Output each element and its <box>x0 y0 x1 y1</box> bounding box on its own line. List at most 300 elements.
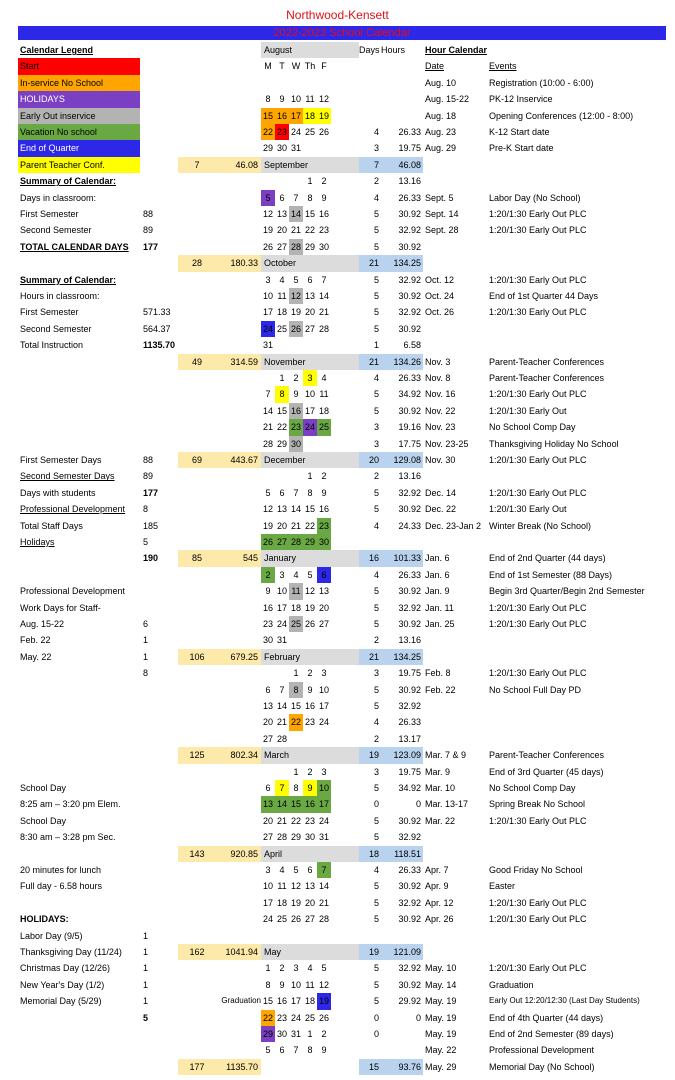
day-cell: 16 <box>304 701 315 711</box>
day-cell: 22 <box>304 225 315 236</box>
day-cell <box>275 1059 289 1075</box>
event-text: Good Friday No School <box>489 865 583 875</box>
day-cell: 2 <box>307 766 313 777</box>
hours-cell <box>381 58 423 74</box>
day-cell: 18 <box>276 307 287 318</box>
hours-cell: 121.09 <box>381 944 423 960</box>
count-cell: 1 <box>143 635 149 646</box>
cumulative-hours-cell <box>216 140 261 156</box>
count-cell <box>140 173 178 189</box>
event-date: Aug. 15-22 <box>425 94 470 105</box>
day-cell: 28 <box>318 914 329 925</box>
legend-cell: First Semester Days <box>20 455 102 465</box>
day-cell: 5 <box>293 865 299 875</box>
day-cell: 20 <box>262 815 273 826</box>
legend-cell: 8:30 am – 3:28 pm Sec. <box>20 832 116 843</box>
legend-cell <box>18 403 140 419</box>
day-cell: 19 <box>262 225 273 236</box>
cumulative-days-cell <box>178 862 216 878</box>
hours-cell: 101.33 <box>381 550 423 566</box>
cumulative-days-cell: 162 <box>178 944 216 960</box>
event-date: Aug. 29 <box>425 143 457 154</box>
cumulative-days-cell <box>178 534 216 550</box>
event-text: Professional Development <box>489 1045 595 1056</box>
hours-cell: 6.58 <box>403 340 421 351</box>
count-cell: 88 <box>143 455 154 465</box>
calendar-row <box>18 321 666 337</box>
hours-cell: 30.92 <box>398 291 421 301</box>
cumulative-hours-cell: 545 <box>216 550 261 566</box>
calendar-row <box>18 370 666 386</box>
event-date: Hour Calendar <box>425 45 487 55</box>
calendar-row <box>18 518 666 534</box>
cumulative-hours-cell: 1135.70 <box>216 1059 261 1075</box>
day-cell: 3 <box>321 668 327 679</box>
day-cell: 16 <box>318 504 329 515</box>
calendar-row <box>18 649 666 665</box>
day-cell: 14 <box>276 701 287 711</box>
calendar-row <box>18 91 666 107</box>
day-cell: 7 <box>293 1045 299 1056</box>
event-text: No School Comp Day <box>489 783 576 793</box>
hours-cell: 46.08 <box>381 157 423 173</box>
event-text <box>487 846 675 862</box>
day-cell <box>317 731 331 747</box>
days-cell: 2 <box>373 733 379 744</box>
cumulative-hours-cell <box>216 911 261 927</box>
days-cell: 5 <box>373 241 379 252</box>
cumulative-hours-cell <box>216 1042 261 1058</box>
day-cell: 16 <box>275 108 289 124</box>
cumulative-hours-cell: 679.25 <box>216 649 261 665</box>
event-text <box>487 157 675 173</box>
event-text <box>487 944 675 960</box>
day-cell: 24 <box>318 717 329 728</box>
event-text <box>487 42 675 58</box>
day-cell: 8 <box>307 1045 313 1056</box>
event-date: May. 14 <box>425 979 457 990</box>
event-text: 1:20/1:30 Early Out PLC <box>489 963 587 974</box>
calendar-row <box>18 386 666 402</box>
day-cell: 2 <box>321 1029 327 1039</box>
event-date: Dec. 14 <box>425 487 457 498</box>
day-cell: 11 <box>289 583 303 599</box>
days-cell: 5 <box>373 897 379 908</box>
count-cell <box>140 698 178 714</box>
days-cell: 4 <box>373 373 379 383</box>
count-cell: 1 <box>143 651 149 662</box>
days-cell: 5 <box>373 684 379 695</box>
count-cell: 190 <box>143 553 159 564</box>
event-date: Dec. 22 <box>425 504 457 515</box>
count-cell: 1135.70 <box>143 340 176 351</box>
days-cell: 4 <box>373 865 379 875</box>
count-cell <box>140 255 178 271</box>
day-cell: 16 <box>276 996 287 1007</box>
days-cell <box>359 1042 381 1058</box>
cumulative-days-cell <box>178 764 216 780</box>
cumulative-hours-cell <box>216 928 261 944</box>
event-date: May. 29 <box>425 1061 457 1072</box>
cumulative-hours-cell <box>216 173 261 189</box>
day-cell <box>303 436 317 452</box>
count-cell <box>140 780 178 796</box>
count-cell <box>140 714 178 730</box>
days-cell: 5 <box>373 323 379 334</box>
district-title: Northwood-Kensett <box>286 8 389 22</box>
cumulative-hours-cell <box>216 42 261 58</box>
day-cell <box>261 1059 275 1075</box>
hours-cell <box>381 91 423 107</box>
count-cell <box>140 895 178 911</box>
day-cell: 5 <box>265 1045 271 1056</box>
event-text: 1:20/1:30 Early Out PLC <box>489 487 587 498</box>
calendar-row <box>18 222 666 238</box>
count-cell: 8 <box>143 504 149 515</box>
hours-cell: 30.92 <box>398 914 421 925</box>
legend-cell: 20 minutes for lunch <box>20 865 102 875</box>
days-cell: 7 <box>359 157 381 173</box>
days-cell: Days <box>359 45 380 55</box>
hours-cell: 123.09 <box>381 747 423 763</box>
day-cell: 31 <box>290 1029 301 1039</box>
hours-cell <box>381 928 423 944</box>
calendar-row <box>18 58 666 74</box>
hours-cell: 32.92 <box>398 832 421 843</box>
day-cell: 20 <box>262 717 273 728</box>
event-date <box>423 239 487 255</box>
day-cell: 27 <box>262 733 273 744</box>
hours-cell: 13.16 <box>398 176 421 187</box>
count-cell <box>140 354 178 370</box>
event-date: Aug. 10 <box>425 77 457 88</box>
event-text: Registration (10:00 - 6:00) <box>489 77 594 88</box>
event-text: Winter Break (No School) <box>489 520 592 531</box>
day-cell: 26 <box>262 241 273 252</box>
day-cell: 5 <box>321 963 327 974</box>
hours-cell: 19.16 <box>398 422 421 433</box>
cumulative-days-cell <box>178 501 216 517</box>
event-date <box>423 255 487 271</box>
days-cell: 5 <box>373 209 379 219</box>
legend-cell <box>18 895 140 911</box>
day-cell: 27 <box>318 619 329 629</box>
day-cell: 4 <box>279 274 285 285</box>
hours-cell: 30.92 <box>398 979 421 990</box>
hours-cell: 32.92 <box>398 701 421 711</box>
count-cell <box>140 567 178 583</box>
day-cell: 29 <box>262 143 273 154</box>
calendar-row <box>18 665 666 681</box>
calendar-row <box>18 108 666 124</box>
day-cell: 2 <box>279 963 285 974</box>
legend-cell <box>18 1026 140 1042</box>
day-cell: 12 <box>290 881 301 892</box>
count-cell: 1 <box>143 963 149 974</box>
day-cell: 28 <box>262 438 273 449</box>
legend-cell: Days in classroom: <box>20 192 97 203</box>
event-date: Mar. 9 <box>425 766 451 777</box>
cumulative-days-cell <box>178 518 216 534</box>
event-date: Jan. 6 <box>425 553 450 564</box>
calendar-row <box>18 255 666 271</box>
count-cell <box>140 288 178 304</box>
day-cell: 10 <box>276 586 287 597</box>
day-cell: 23 <box>276 1012 287 1023</box>
event-date: May. 19 <box>425 1012 457 1023</box>
day-cell: 13 <box>276 209 287 219</box>
cumulative-hours-cell <box>216 534 261 550</box>
count-cell: 1 <box>143 947 149 957</box>
days-cell: 5 <box>373 963 379 974</box>
calendar-row <box>18 124 666 140</box>
calendar-row <box>18 616 666 632</box>
month-header: August <box>261 42 359 58</box>
day-cell: 6 <box>265 783 271 793</box>
day-cell: 29 <box>276 438 287 449</box>
hours-cell: 134.25 <box>381 255 423 271</box>
cumulative-days-cell: 7 <box>178 157 216 173</box>
hours-cell: 30.92 <box>398 815 421 826</box>
count-cell <box>140 140 178 156</box>
count-cell <box>140 813 178 829</box>
days-cell: 5 <box>373 291 379 301</box>
day-cell: 28 <box>289 534 303 550</box>
count-cell: 8 <box>143 668 149 679</box>
day-cell: 6 <box>279 1045 285 1056</box>
day-cell <box>275 337 289 353</box>
day-cell: 1 <box>265 963 271 974</box>
legend-cell: Days with students <box>20 487 96 498</box>
day-cell: 26 <box>318 127 329 137</box>
day-cell: 21 <box>290 225 301 236</box>
month-header: January <box>261 550 359 566</box>
legend-cell: Christmas Day (12/26) <box>20 963 111 974</box>
hours-cell: 30.92 <box>398 619 421 629</box>
days-cell <box>359 534 381 550</box>
calendar-row <box>18 140 666 156</box>
day-cell: 15 <box>262 996 273 1007</box>
cumulative-days-cell: 125 <box>178 747 216 763</box>
cumulative-hours-cell <box>216 616 261 632</box>
count-cell <box>140 1026 178 1042</box>
day-cell: 12 <box>304 586 315 597</box>
legend-cell: 8:25 am – 3:20 pm Elem. <box>20 799 121 810</box>
count-cell <box>140 91 178 107</box>
count-cell: 1 <box>143 996 149 1007</box>
legend-cell: Calendar Legend <box>20 45 94 55</box>
days-cell: 16 <box>359 550 381 566</box>
day-cell: 27 <box>304 323 315 334</box>
calendar-row <box>18 436 666 452</box>
day-cell: 7 <box>293 487 299 498</box>
calendar-row <box>18 698 666 714</box>
days-cell: 19 <box>359 747 381 763</box>
cumulative-days-cell <box>178 895 216 911</box>
day-cell: 31 <box>290 143 301 154</box>
day-cell: 9 <box>321 1045 327 1056</box>
hours-cell <box>381 534 423 550</box>
day-cell: 1 <box>279 373 285 383</box>
cumulative-hours-cell: 314.59 <box>216 354 261 370</box>
day-cell: 22 <box>261 1010 275 1026</box>
legend-cell: Professional Development <box>20 504 126 515</box>
days-cell: 21 <box>359 255 381 271</box>
cumulative-days-cell <box>178 288 216 304</box>
event-date: Nov. 8 <box>425 373 451 383</box>
day-cell: 1 <box>307 471 313 482</box>
cumulative-hours-cell <box>216 600 261 616</box>
event-text <box>487 714 675 730</box>
legend-cell <box>18 1059 140 1075</box>
day-cell: 15 <box>261 108 275 124</box>
event-date <box>423 829 487 845</box>
day-cell: 6 <box>317 567 331 583</box>
day-cell: 27 <box>304 914 315 925</box>
calendar-row <box>18 354 666 370</box>
hours-cell: 19.75 <box>398 668 421 679</box>
day-cell: 26 <box>289 321 303 337</box>
month-header: May <box>261 944 359 960</box>
hours-cell: 30.92 <box>398 405 421 416</box>
event-date <box>423 468 487 484</box>
calendar-row <box>18 304 666 320</box>
count-cell: 185 <box>143 520 159 531</box>
day-cell: 11 <box>277 881 287 892</box>
days-cell: 5 <box>373 274 379 285</box>
cumulative-hours-cell <box>216 829 261 845</box>
legend-cell: In-service No School <box>18 75 140 91</box>
legend-cell <box>18 419 140 435</box>
day-cell: 17 <box>262 897 273 908</box>
day-cell: 17 <box>276 602 287 613</box>
event-date <box>423 321 487 337</box>
hours-cell: 19.75 <box>398 143 421 154</box>
count-cell <box>140 747 178 763</box>
day-cell: 12 <box>262 209 273 219</box>
hours-cell: 0 <box>415 799 421 810</box>
day-cell: 15 <box>304 209 315 219</box>
count-cell <box>140 124 178 140</box>
day-cell <box>317 632 331 648</box>
day-cell <box>303 75 317 91</box>
day-cell: 16 <box>318 209 329 219</box>
event-text: Spring Break No School <box>489 799 586 810</box>
event-date <box>423 534 487 550</box>
event-text: K-12 Start date <box>489 127 550 137</box>
count-cell: 5 <box>143 1012 149 1023</box>
cumulative-days-cell <box>178 190 216 206</box>
calendar-row <box>18 731 666 747</box>
day-cell <box>275 468 289 484</box>
calendar-title-bar: 2022-2023 School Calendar <box>18 26 666 40</box>
count-cell <box>140 583 178 599</box>
cumulative-hours-cell: 1041.94 <box>216 944 261 960</box>
event-text: 1:20/1:30 Early Out PLC <box>489 389 587 400</box>
event-text: No School Full Day PD <box>489 684 582 695</box>
cumulative-hours-cell <box>216 222 261 238</box>
day-cell: 11 <box>305 979 315 990</box>
event-text: 1:20/1:30 Early Out PLC <box>489 274 587 285</box>
month-header: February <box>261 649 359 665</box>
day-cell: 31 <box>318 832 329 843</box>
calendar-row <box>18 567 666 583</box>
cumulative-hours-cell <box>216 321 261 337</box>
day-cell <box>289 1059 303 1075</box>
day-cell <box>261 468 275 484</box>
day-cell: 9 <box>293 389 299 400</box>
legend-cell: School Day <box>20 815 67 826</box>
event-date <box>423 944 487 960</box>
day-cell: 24 <box>261 321 275 337</box>
cumulative-days-cell: 177 <box>178 1059 216 1075</box>
day-cell: 18 <box>276 897 287 908</box>
day-cell: 7 <box>293 192 299 203</box>
day-cell: 13 <box>276 504 287 515</box>
day-cell: 28 <box>289 239 303 255</box>
count-cell: 89 <box>143 471 154 482</box>
event-text: 1:20/1:30 Early Out PLC <box>489 307 587 318</box>
calendar-row <box>18 239 666 255</box>
cumulative-days-cell <box>178 91 216 107</box>
day-cell: 20 <box>304 897 315 908</box>
day-cell <box>261 764 275 780</box>
day-cell: 4 <box>307 963 313 974</box>
day-cell: 7 <box>317 862 331 878</box>
day-cell: W <box>291 61 301 72</box>
event-date: Jan. 11 <box>425 602 454 613</box>
cumulative-days-cell <box>178 698 216 714</box>
calendar-row <box>18 485 666 501</box>
calendar-row <box>18 173 666 189</box>
day-cell: 10 <box>304 389 315 400</box>
days-cell: 5 <box>373 602 379 613</box>
calendar-row <box>18 75 666 91</box>
day-cell: 21 <box>318 897 329 908</box>
event-date <box>423 157 487 173</box>
cumulative-hours-cell <box>216 124 261 140</box>
calendar-row <box>18 960 666 976</box>
count-cell <box>140 911 178 927</box>
calendar-row <box>18 764 666 780</box>
cumulative-hours-cell: 180.33 <box>216 255 261 271</box>
calendar-row <box>18 977 666 993</box>
days-cell: 21 <box>359 354 381 370</box>
cumulative-hours-cell <box>216 862 261 878</box>
event-date: Oct. 24 <box>425 291 455 301</box>
day-cell: 25 <box>304 1012 315 1023</box>
event-text <box>487 321 675 337</box>
day-cell: 22 <box>261 124 275 140</box>
hours-cell <box>381 75 423 91</box>
calendar-row <box>18 1059 666 1075</box>
hours-cell: 29.92 <box>398 996 421 1007</box>
legend-cell <box>18 846 140 862</box>
cumulative-hours-cell: Graduation <box>221 996 261 1006</box>
legend-cell: Work Days for Staff- <box>20 602 101 613</box>
days-cell: 5 <box>373 914 379 925</box>
day-cell: 13 <box>304 881 315 892</box>
hours-cell <box>381 1026 423 1042</box>
count-cell <box>140 862 178 878</box>
day-cell: 17 <box>290 996 301 1007</box>
legend-cell: Memorial Day (5/29) <box>20 996 102 1007</box>
hours-cell: 118.51 <box>381 846 423 862</box>
day-cell: 23 <box>304 815 315 826</box>
hours-cell: 32.92 <box>398 963 421 974</box>
hours-cell: 30.92 <box>398 209 421 219</box>
cumulative-hours-cell <box>216 960 261 976</box>
